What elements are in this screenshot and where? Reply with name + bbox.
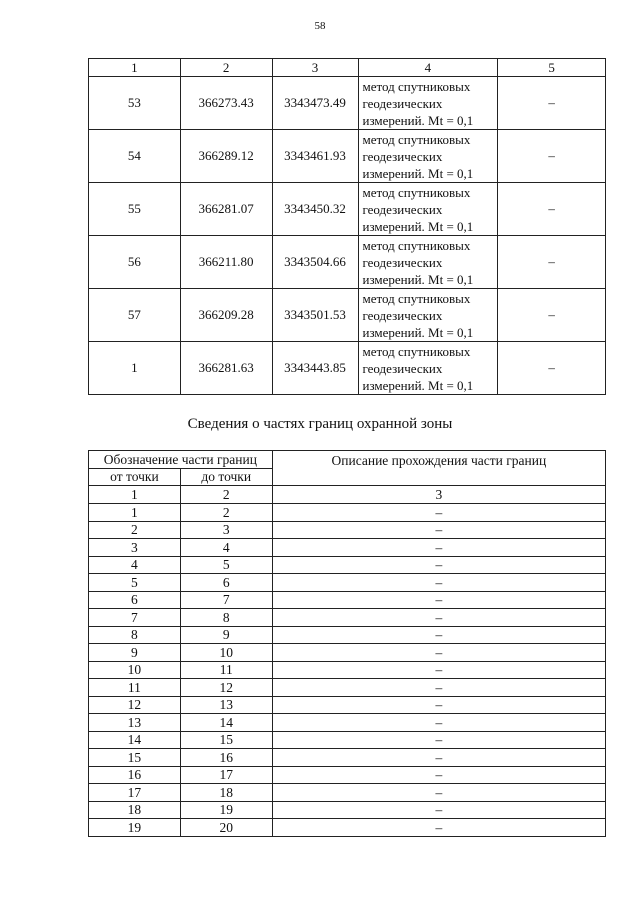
from-point: 17 [89, 784, 181, 802]
description: – [272, 591, 605, 609]
description: – [272, 819, 605, 837]
x-coordinate: 366281.63 [180, 342, 272, 395]
table-row [89, 183, 606, 236]
x-coordinate: 366211.80 [180, 236, 272, 289]
to-point: 4 [180, 539, 272, 557]
column-number: 1 [89, 486, 181, 504]
to-point: 12 [180, 679, 272, 697]
from-point: 10 [89, 661, 181, 679]
note-cell: – [498, 236, 606, 289]
point-number: 53 [89, 77, 181, 130]
to-point: 10 [180, 644, 272, 662]
table-row [89, 591, 606, 609]
column-number: 1 [89, 59, 181, 77]
table-row [89, 574, 606, 592]
description: – [272, 679, 605, 697]
from-point: 11 [89, 679, 181, 697]
table-row [89, 342, 606, 395]
section-title: Сведения о частях границ охранной зоны [187, 416, 453, 432]
note-cell: – [498, 289, 606, 342]
method-cell [358, 130, 498, 183]
method-line: метод спутниковых [362, 290, 471, 306]
column-number: 5 [498, 59, 606, 77]
column-number: 3 [272, 59, 358, 77]
note-cell: – [498, 130, 606, 183]
description: – [272, 749, 605, 767]
method-cell [358, 289, 498, 342]
from-point: 15 [89, 749, 181, 767]
to-point: 8 [180, 609, 272, 627]
method-cell [358, 236, 498, 289]
point-number: 1 [89, 342, 181, 395]
column-number: 4 [358, 59, 498, 77]
from-point: 2 [89, 521, 181, 539]
table-row [89, 819, 606, 837]
from-point: 19 [89, 819, 181, 837]
method-line: измерений. Mt = 0,1 [362, 165, 474, 181]
description: – [272, 766, 605, 784]
coordinates-table-body [89, 59, 606, 395]
y-coordinate: 3343443.85 [272, 342, 358, 395]
from-point: 7 [89, 609, 181, 627]
y-coordinate: 3343461.93 [272, 130, 358, 183]
to-point: 3 [180, 521, 272, 539]
description: – [272, 714, 605, 732]
y-coordinate: 3343504.66 [272, 236, 358, 289]
from-point: 13 [89, 714, 181, 732]
to-point: 13 [180, 696, 272, 714]
description: – [272, 504, 605, 522]
method-line: измерений. Mt = 0,1 [362, 377, 474, 393]
method-line: измерений. Mt = 0,1 [362, 324, 474, 340]
method-cell [358, 77, 498, 130]
from-point: 5 [89, 574, 181, 592]
table-row [89, 766, 606, 784]
x-coordinate: 366209.28 [180, 289, 272, 342]
from-point: 9 [89, 644, 181, 662]
table-row [89, 521, 606, 539]
from-point: 1 [89, 504, 181, 522]
table-row [89, 609, 606, 627]
to-point: 20 [180, 819, 272, 837]
description: – [272, 731, 605, 749]
method-line: метод спутниковых [362, 343, 471, 359]
table-row [89, 236, 606, 289]
boundary-parts-table-body [89, 451, 606, 837]
x-coordinate: 366273.43 [180, 77, 272, 130]
boundary-parts-table [88, 450, 606, 837]
method-cell [358, 183, 498, 236]
table-row [89, 784, 606, 802]
x-coordinate: 366289.12 [180, 130, 272, 183]
to-point: 19 [180, 801, 272, 819]
table-row [89, 556, 606, 574]
method-line: измерений. Mt = 0,1 [362, 218, 474, 234]
table-row [89, 77, 606, 130]
description: – [272, 539, 605, 557]
coordinates-table [88, 58, 606, 395]
from-point: 6 [89, 591, 181, 609]
description: – [272, 644, 605, 662]
point-number: 56 [89, 236, 181, 289]
description: – [272, 521, 605, 539]
y-coordinate: 3343501.53 [272, 289, 358, 342]
from-point: 12 [89, 696, 181, 714]
method-line: метод спутниковых [362, 184, 471, 200]
coordinates-header-row [89, 59, 606, 77]
note-cell: – [498, 342, 606, 395]
to-point: 9 [180, 626, 272, 644]
method-line: геодезических [362, 95, 443, 111]
table-row [89, 696, 606, 714]
point-number: 57 [89, 289, 181, 342]
from-point: 18 [89, 801, 181, 819]
table-row [89, 289, 606, 342]
to-point: 18 [180, 784, 272, 802]
table-row [89, 661, 606, 679]
description: – [272, 661, 605, 679]
to-point-header: до точки [180, 468, 272, 486]
to-point: 11 [180, 661, 272, 679]
to-point: 5 [180, 556, 272, 574]
description: – [272, 609, 605, 627]
method-line: геодезических [362, 148, 443, 164]
parts-column-numbers-row [89, 486, 606, 504]
method-line: геодезических [362, 254, 443, 270]
method-line: метод спутниковых [362, 237, 471, 253]
to-point: 2 [180, 504, 272, 522]
table-row [89, 714, 606, 732]
description: – [272, 626, 605, 644]
method-line: метод спутниковых [362, 131, 471, 147]
parts-header-row [89, 451, 606, 469]
from-point: 3 [89, 539, 181, 557]
point-number: 55 [89, 183, 181, 236]
description: – [272, 801, 605, 819]
table-row [89, 504, 606, 522]
description: – [272, 784, 605, 802]
table-row [89, 801, 606, 819]
to-point: 6 [180, 574, 272, 592]
to-point: 14 [180, 714, 272, 732]
from-point: 4 [89, 556, 181, 574]
table-row [89, 731, 606, 749]
description-header: Описание прохождения части границ [272, 451, 605, 486]
from-point: 8 [89, 626, 181, 644]
column-number: 2 [180, 486, 272, 504]
from-point: 16 [89, 766, 181, 784]
column-number: 2 [180, 59, 272, 77]
x-coordinate: 366281.07 [180, 183, 272, 236]
note-cell: – [498, 183, 606, 236]
method-cell [358, 342, 498, 395]
to-point: 17 [180, 766, 272, 784]
to-point: 16 [180, 749, 272, 767]
description: – [272, 574, 605, 592]
from-point: 14 [89, 731, 181, 749]
to-point: 7 [180, 591, 272, 609]
method-line: геодезических [362, 360, 443, 376]
page-number: 58 [314, 20, 326, 32]
to-point: 15 [180, 731, 272, 749]
from-point-header: от точки [89, 468, 181, 486]
group-header: Обозначение части границ [89, 451, 273, 469]
y-coordinate: 3343473.49 [272, 77, 358, 130]
method-line: геодезических [362, 201, 443, 217]
description: – [272, 556, 605, 574]
table-row [89, 539, 606, 557]
table-row [89, 626, 606, 644]
table-row [89, 130, 606, 183]
method-line: измерений. Mt = 0,1 [362, 271, 474, 287]
y-coordinate: 3343450.32 [272, 183, 358, 236]
method-line: метод спутниковых [362, 78, 471, 94]
table-row [89, 749, 606, 767]
column-number: 3 [272, 486, 605, 504]
point-number: 54 [89, 130, 181, 183]
method-line: измерений. Mt = 0,1 [362, 112, 474, 128]
description: – [272, 696, 605, 714]
table-row [89, 679, 606, 697]
method-line: геодезических [362, 307, 443, 323]
table-row [89, 644, 606, 662]
note-cell: – [498, 77, 606, 130]
